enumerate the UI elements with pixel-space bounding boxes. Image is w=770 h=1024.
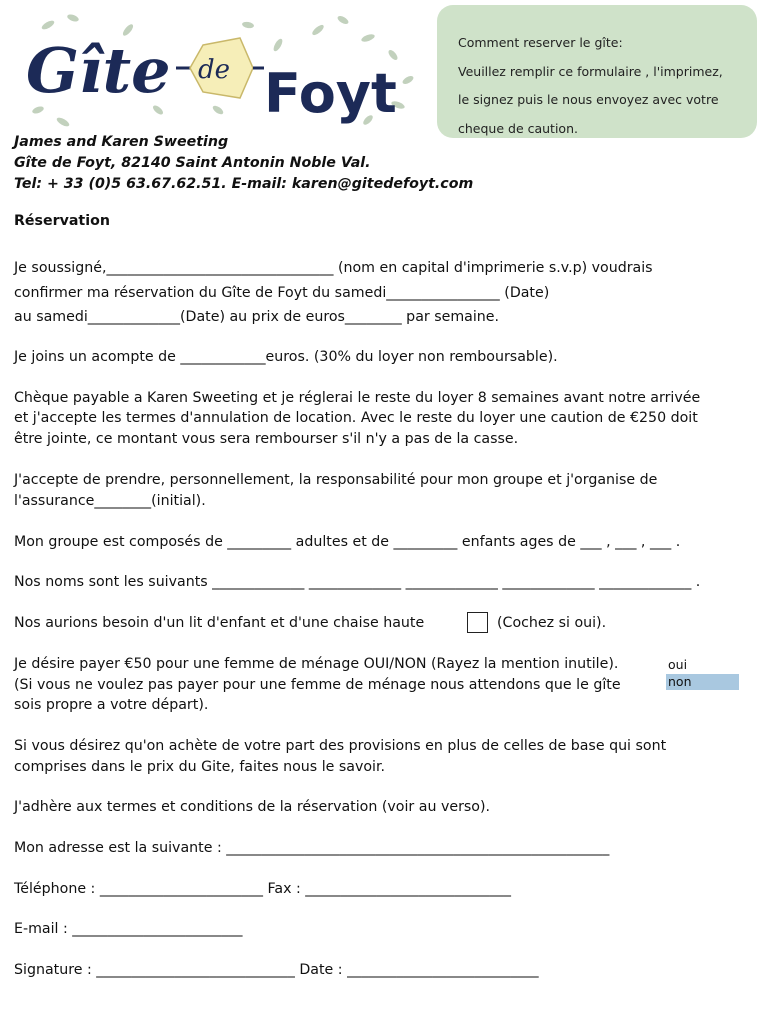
- email-field[interactable]: E-mail : ________________________: [14, 921, 243, 937]
- note-line: cheque de caution.: [458, 121, 578, 137]
- contact-phone-email: Tel: + 33 (0)5 63.67.62.51. E-mail: karen@gitedefoyt.com: [14, 176, 474, 192]
- reservation-name-line[interactable]: Je soussigné,________________________________ (nom en capital d'imprimerie s.v.p) voudrais: [14, 260, 653, 276]
- cleaning-option-non[interactable]: non: [666, 674, 739, 690]
- insurance-initial-line[interactable]: l'assurance________(initial).: [14, 493, 206, 509]
- cot-highchair-checkbox[interactable]: [467, 612, 488, 633]
- contact-address: Gîte de Foyt, 82140 Saint Antonin Noble Val.: [14, 155, 371, 171]
- reservation-from-date-line[interactable]: confirmer ma réservation du Gîte de Foyt du samedi________________ (Date): [14, 285, 550, 301]
- reservation-to-date-line[interactable]: au samedi_____________(Date) au prix de euros________ par semaine.: [14, 309, 500, 325]
- phone-fax-field[interactable]: Téléphone : _______________________ Fax : _____________________________: [14, 881, 511, 897]
- provisions-line: Si vous désirez qu'on achète de votre part des provisions en plus de celles de base qui sont: [14, 738, 667, 754]
- cleaning-line: Je désire payer €50 pour une femme de ménage OUI/NON (Rayez la mention inutile).: [14, 656, 619, 672]
- cot-highchair-label: Nos aurions besoin d'un lit d'enfant et d'une chaise haute: [14, 615, 425, 631]
- terms-agreement-line: J'adhère aux termes et conditions de la réservation (voir au verso).: [14, 799, 491, 815]
- note-line: Veuillez remplir ce formulaire , l'imprimez,: [458, 63, 723, 79]
- cleaning-line: sois propre a votre départ).: [14, 697, 209, 713]
- names-line[interactable]: Nos noms sont les suivants _____________ _____________ _____________ _____________ _____________ .: [14, 574, 701, 590]
- logo-gite-text: Gîte: [26, 34, 171, 107]
- group-composition-line[interactable]: Mon groupe est composés de _________ adultes et de _________ enfants ages de ___ , ___ , ___ .: [14, 534, 681, 550]
- instructions-note: [437, 5, 757, 138]
- insurance-line: J'accepte de prendre, personnellement, la responsabilité pour mon groupe et j'organise de: [14, 472, 658, 488]
- cleaning-line: (Si vous ne voulez pas payer pour une femme de ménage nous attendons que le gîte: [14, 677, 621, 693]
- deposit-line[interactable]: Je joins un acompte de ____________euros. (30% du loyer non remboursable).: [14, 349, 558, 365]
- note-line: Comment reserver le gîte:: [458, 35, 623, 50]
- payment-terms-line: Chèque payable a Karen Sweeting et je réglerai le reste du loyer 8 semaines avant notre arrivée: [14, 390, 701, 406]
- gite-de-foyt-logo: [18, 10, 418, 135]
- contact-names: James and Karen Sweeting: [14, 134, 229, 150]
- payment-terms-line: être jointe, ce montant vous sera rembourser s'il n'y a pas de la casse.: [14, 431, 519, 447]
- contact-info: [14, 132, 473, 195]
- signature-date-field[interactable]: Signature : ____________________________ Date : ___________________________: [14, 962, 539, 978]
- section-heading: Réservation: [14, 213, 110, 229]
- cleaning-option-oui[interactable]: oui: [668, 657, 688, 672]
- cot-highchair-hint: (Cochez si oui).: [497, 615, 607, 631]
- payment-terms-line: et j'accepte les termes d'annulation de location. Avec le reste du loyer une caution de €250 doit: [14, 410, 698, 426]
- provisions-line: comprises dans le prix du Gite, faites nous le savoir.: [14, 759, 386, 775]
- logo-de-text: de: [198, 55, 231, 85]
- address-field[interactable]: Mon adresse est la suivante : ______________________________________________________: [14, 840, 610, 856]
- note-line: le signez puis le nous envoyez avec votre: [458, 92, 719, 108]
- logo-foyt-text: Foyt: [264, 62, 397, 125]
